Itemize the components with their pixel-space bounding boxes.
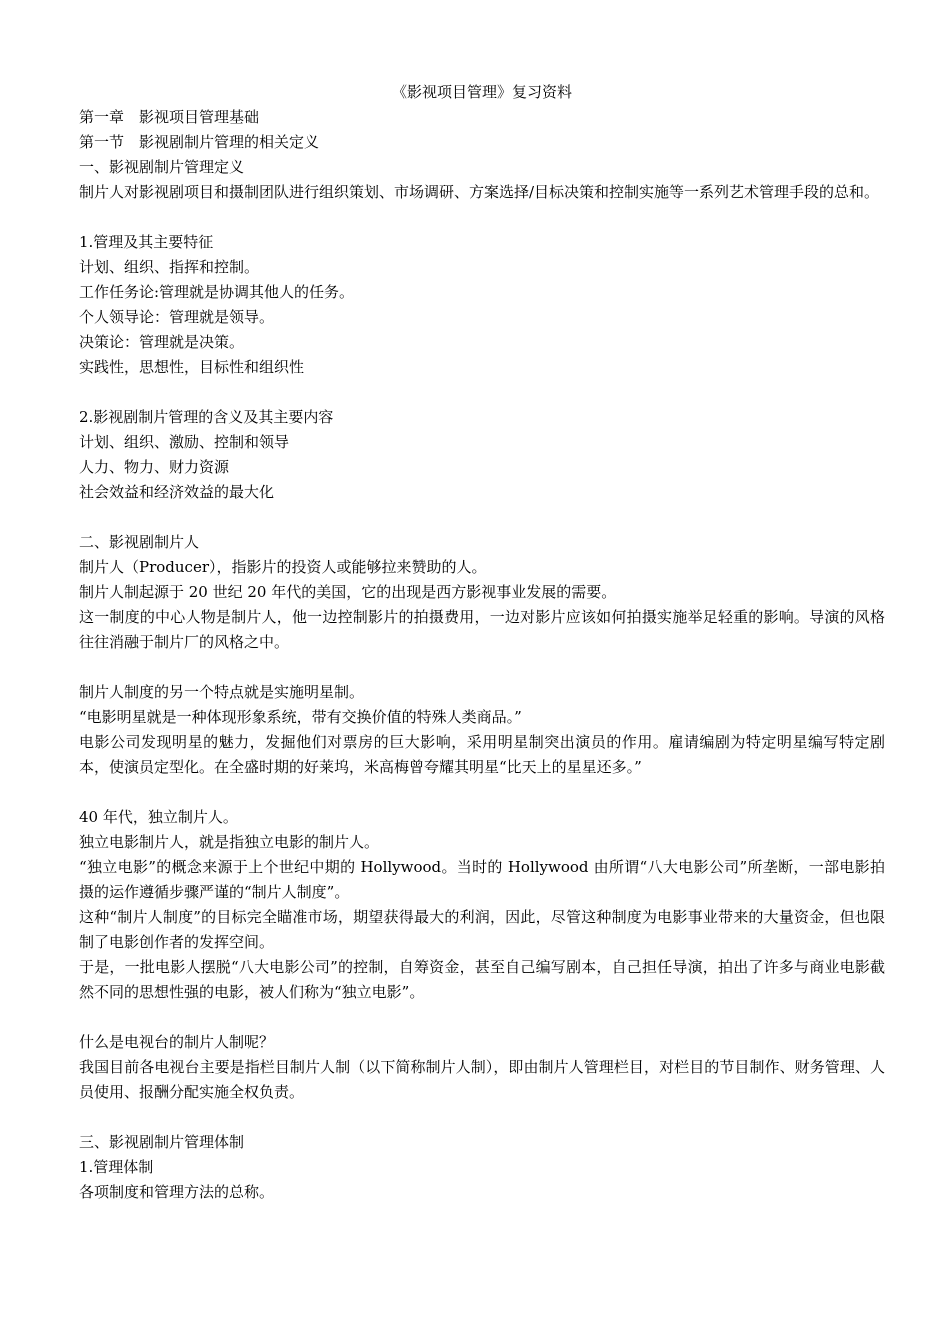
- list-line: 决策论：管理就是决策。: [79, 333, 245, 351]
- numbered-heading: 1.管理及其主要特征: [79, 233, 214, 251]
- paragraph: 于是，一批电影人摆脱“八大电影公司”的控制，自筹资金，甚至自己编写剧本，自己担任导演，拍出了许多与商业电影截然不同的思想性强的电影，被人们称为“独立电影”。: [79, 958, 885, 1001]
- numbered-heading: 1.管理体制: [79, 1158, 154, 1176]
- section-heading: 第一节 影视剧制片管理的相关定义: [79, 133, 320, 151]
- document-page: [79, 80, 885, 1205]
- paragraph: 各项制度和管理方法的总称。: [79, 1183, 275, 1201]
- blank-line: [79, 780, 885, 805]
- blank-line: [79, 1105, 885, 1130]
- list-line: 计划、组织、指挥和控制。: [79, 258, 260, 276]
- paragraph: 制片人制起源于 20 世纪 20 年代的美国，它的出现是西方影视事业发展的需要。: [79, 583, 617, 601]
- blank-line: [79, 380, 885, 405]
- subsection-heading-1: 一、影视剧制片管理定义: [79, 158, 245, 176]
- paragraph: 制片人（Producer），指影片的投资人或能够拉来赞助的人。: [79, 558, 487, 576]
- list-line: 工作任务论:管理就是协调其他人的任务。: [79, 283, 355, 301]
- paragraph: 制片人制度的另一个特点就是实施明星制。: [79, 683, 365, 701]
- list-line: 计划、组织、激励、控制和领导: [79, 433, 290, 451]
- subsection-heading-3: 三、影视剧制片管理体制: [79, 1133, 245, 1151]
- list-line: 人力、物力、财力资源: [79, 458, 230, 476]
- chapter-heading: 第一章 影视项目管理基础: [79, 108, 260, 126]
- paragraph: 独立电影制片人，就是指独立电影的制片人。: [79, 833, 380, 851]
- blank-line: [79, 505, 885, 530]
- paragraph: 这一制度的中心人物是制片人，他一边控制影片的拍摄费用，一边对影片应该如何拍摄实施举足轻重的影响。导演的风格往往消融于制片厂的风格之中。: [79, 608, 885, 651]
- paragraph: 这种“制片人制度”的目标完全瞄准市场，期望获得最大的利润，因此，尽管这种制度为电影事业带来的大量资金，但也限制了电影创作者的发挥空间。: [79, 908, 885, 951]
- list-line: 社会效益和经济效益的最大化: [79, 483, 275, 501]
- paragraph: 40 年代，独立制片人。: [79, 808, 238, 826]
- list-line: 实践性，思想性，目标性和组织性: [79, 358, 305, 376]
- list-line: 个人领导论：管理就是领导。: [79, 308, 275, 326]
- paragraph: 电影公司发现明星的魅力，发掘他们对票房的巨大影响，采用明星制突出演员的作用。雇请编剧为特定明星编写特定剧本，使演员定型化。在全盛时期的好莱坞，米高梅曾夸耀其明星“比天上的星星还多。”: [79, 733, 885, 776]
- paragraph: 我国目前各电视台主要是指栏目制片人制（以下简称制片人制），即由制片人管理栏目，对栏目的节目制作、财务管理、人员使用、报酬分配实施全权负责。: [79, 1058, 885, 1101]
- numbered-heading: 2.影视剧制片管理的含义及其主要内容: [79, 408, 334, 426]
- document-title: 《影视项目管理》复习资料: [391, 83, 572, 101]
- blank-line: [79, 655, 885, 680]
- paragraph: “独立电影”的概念来源于上个世纪中期的 Hollywood。当时的 Hollywood 由所谓“八大电影公司”所垄断，一部电影拍摄的运作遵循步骤严谨的“制片人制度”。: [79, 858, 885, 901]
- quote: “电影明星就是一种体现形象系统，带有交换价值的特殊人类商品。”: [79, 708, 522, 726]
- paragraph: 制片人对影视剧项目和摄制团队进行组织策划、市场调研、方案选择/目标决策和控制实施等一系列艺术管理手段的总和。: [79, 183, 880, 201]
- blank-line: [79, 1005, 885, 1030]
- blank-line: [79, 205, 885, 230]
- question-heading: 什么是电视台的制片人制呢？: [79, 1033, 275, 1051]
- subsection-heading-2: 二、影视剧制片人: [79, 533, 200, 551]
